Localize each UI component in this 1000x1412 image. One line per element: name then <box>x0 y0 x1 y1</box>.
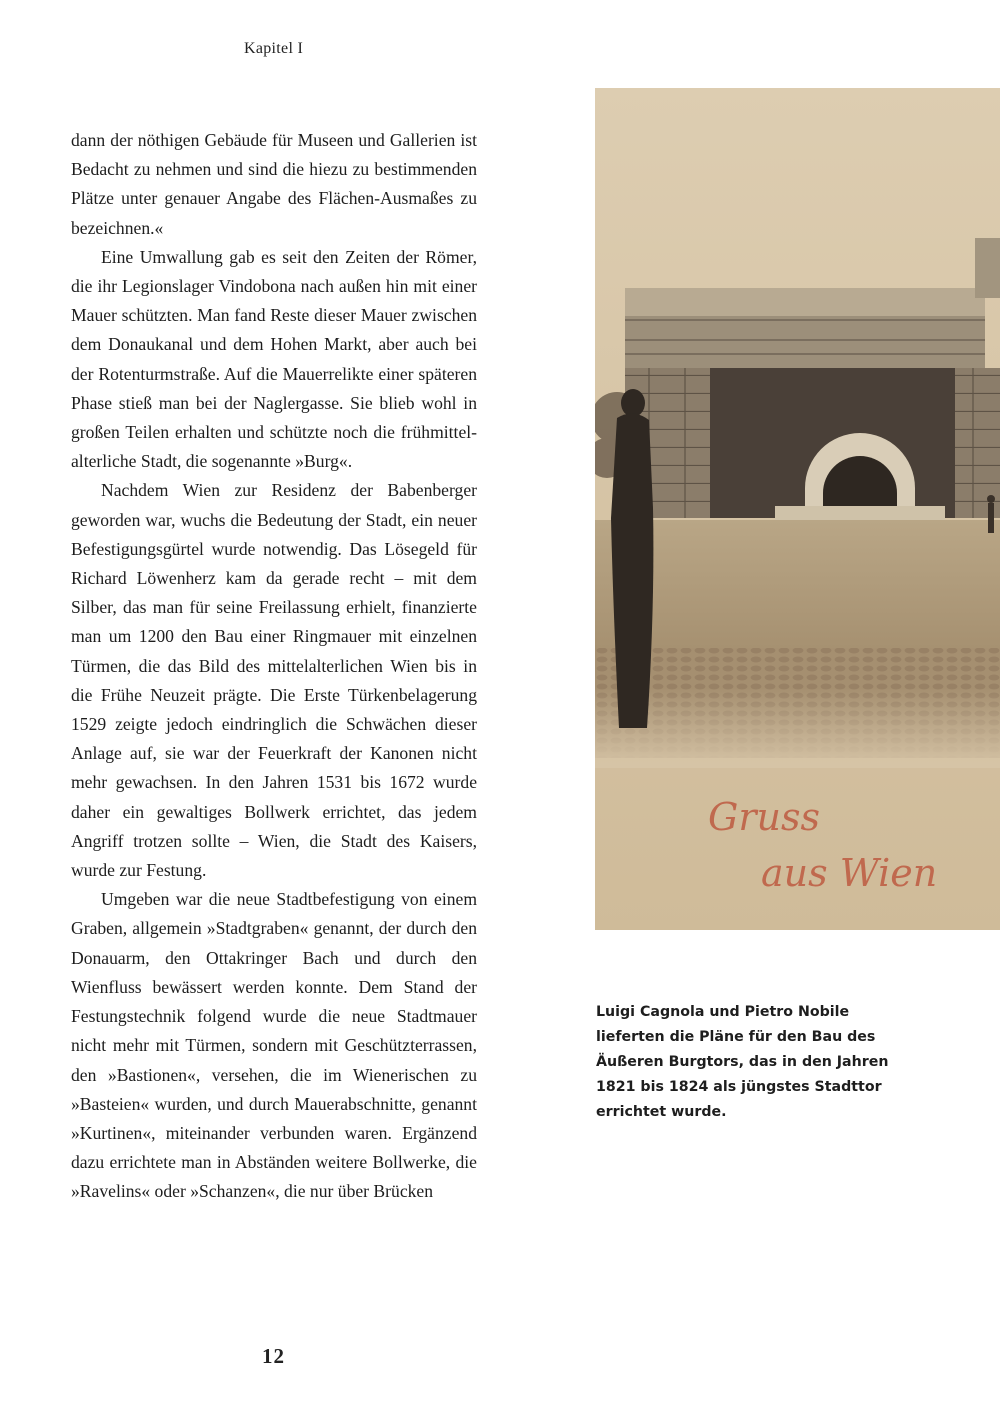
figure-caption: Luigi Cagnola und Pietro Nobile lieferten die Pläne für den Bau des Äußeren Burgtors, das in den Jahren 1821 bis 1824 als jüngstes Stadttor errichtet wurde. <box>596 1004 889 1120</box>
paragraph-4: Umgeben war die neue Stadtbefestigung von einem Graben, allgemein »Stadtgraben« genannt, der durch den Donauarm, den Ottakringer Bach und durch den Wienfluss bewässert werden konnte. Dem Stand der Festungstechnik folgend wurde die neue Stadtmauer nicht mehr mit Türmen, sondern mit Geschützterrassen, den »Bastionen«, versehen, die im Wienerischen zu »Basteien« wurden, und durch Mauerabschnitte, genannt »Kurtinen«, miteinander verbunden waren. Ergänzend dazu errichtete man in Abständen weitere Bollwerke, die »Ravelins« oder »Schanzen«, die nur über Brücken <box>71 889 477 1202</box>
paragraph-3: Nachdem Wien zur Residenz der Babenberger geworden war, wuchs die Bedeutung der Stadt, ein neuer Befestigungsgürtel wurde notwendig. Das Lösegeld für Richard Löwenherz kam da gerade recht – mit dem Silber, das man für seine Freilassung erhielt, finanzierte man um 1200 den Bau einer Ringmauer mit einzelnen Türmen, die das Bild des mittelalterlichen Wien bis in die Frühe Neuzeit prägte. Die Erste Türkenbelagerung 1529 zeigte jedoch eindringlich die Schwächen dieser Anlage auf, sie war der Feuerkraft der Kanonen nicht mehr gewachsen. In den Jahren 1531 bis 1672 wurde daher ein gewaltiges Bollwerk errichtet, das jedem Angriff trotzen sollte – Wien, die Stadt des Kaisers, wurde zur Festung. <box>71 480 477 881</box>
postcard-greeting-line-1: Gruss <box>708 795 820 839</box>
paragraph-1: dann der nöthigen Gebäude für Museen und Gallerien ist Bedacht zu nehmen und sind die hiezu zu bestimmenden Plätze unter genauer Angabe des Flächen-Ausmaßes zu bezeichnen.« <box>71 130 477 238</box>
postcard-photo <box>595 88 1000 930</box>
page-number: 12 <box>262 1344 285 1368</box>
postcard-greeting-line-2: aus Wien <box>761 851 938 895</box>
body-text-column <box>71 126 477 1207</box>
running-head: Kapitel I <box>244 40 304 57</box>
paragraph-2: Eine Umwallung gab es seit den Zeiten der Römer, die ihr Legionslager Vindobona nach außen hin mit einer Mauer schützten. Man fand Reste dieser Mauer zwischen dem Donaukanal und dem Hohen Markt, aber auch bei der Rotenturmstraße. Auf die Mauerrelikte einer späteren Phase stieß man bei der Naglergasse. Sie blieb wohl in großen Teilen erhalten und schützte noch die frühmittelalterliche Stadt, die sogenannte »Burg«. <box>71 246 477 472</box>
